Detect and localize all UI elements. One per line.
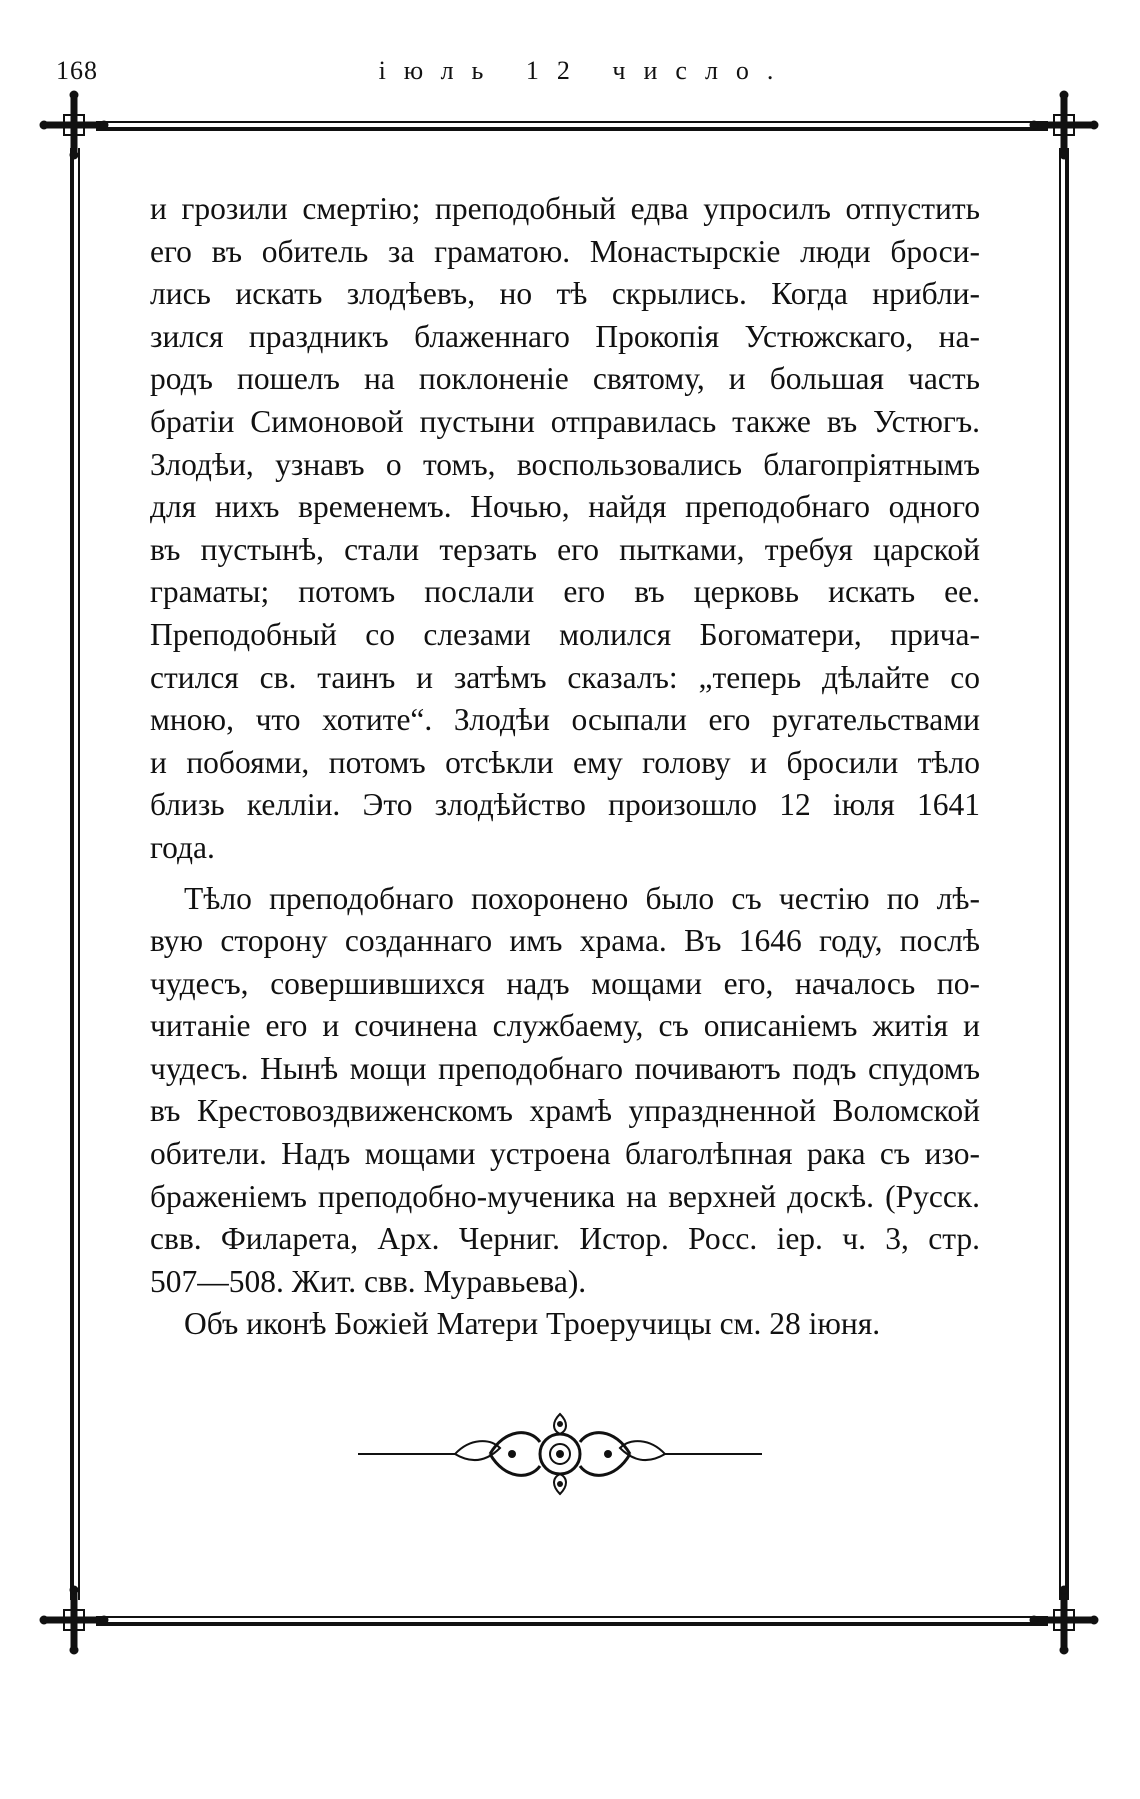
tailpiece-ornament [340, 1408, 780, 1500]
text-line: браженіемъ преподобно-мученика на верхней доскѣ. (Русск. [150, 1178, 980, 1214]
text-line: и грозили смертію; преподобный едва упросилъ отпустить [150, 191, 980, 226]
text-line: въ Крестовоздвиженскомъ храмѣ упраздненной Воломской [150, 1093, 980, 1129]
text-line: Злодѣи, узнавъ о томъ, воспользовались благопріятнымъ [150, 446, 980, 482]
text-line: читаніе его и сочинена службаему, съ описаніемъ житія и [150, 1008, 980, 1044]
text-line: Объ иконѣ Божіей Матери Троеручицы см. 28 іюня. [184, 1306, 881, 1342]
text-line: чудесъ. Нынѣ мощи преподобнаго почиваютъ подъ спудомъ [150, 1050, 980, 1086]
running-head: іюль 12 число. [378, 56, 792, 85]
paragraph-3 [150, 1303, 980, 1346]
text-line: родъ пошелъ на поклоненіе святому, и большая часть [150, 361, 980, 397]
text-line: его въ обитель за граматою. Монастырскіе люди броси- [150, 233, 980, 269]
text-line: обители. Надъ мощами устроена благолѣпная рака съ изо- [150, 1136, 980, 1172]
text-line: свв. Филарета, Арх. Черниг. Истор. Росс. іер. ч. 3, стр. [150, 1221, 980, 1257]
corner-ornament-top-left [40, 91, 108, 159]
text-line: 507—508. Жит. свв. Муравьева). [150, 1263, 587, 1299]
text-line: вую сторону созданнаго имъ храма. Въ 1646 году, послѣ [150, 923, 980, 959]
text-line: стился св. таинъ и затѣмъ сказалъ: „теперь дѣлайте со [150, 659, 980, 695]
corner-ornament-bottom-right [1030, 1586, 1098, 1654]
text-line: въ пустынѣ, стали терзать его пытками, требуя царской [150, 531, 980, 567]
text-line: и побоями, потомъ отсѣкли ему голову и бросили тѣло [150, 744, 980, 780]
text-line: братіи Симоновой пустыни отправилась также въ Устюгъ. [150, 403, 980, 439]
text-line: лись искать злодѣевъ, но тѣ скрылись. Когда нрибли- [150, 276, 980, 312]
page-number: 168 [56, 56, 98, 85]
text-line: чудесъ, совершившихся надъ мощами его, началось по- [150, 965, 980, 1001]
paragraph-2 [150, 878, 980, 1304]
text-line: близь келліи. Это злодѣйство произошло 12 іюля 1641 [150, 787, 980, 823]
text-line: Преподобный со слезами молился Богоматери, прича- [150, 616, 980, 652]
text-line: мною, что хотите“. Злодѣи осыпали его ругательствами [150, 702, 980, 738]
corner-ornament-top-right [1030, 91, 1098, 159]
paragraph-1 [150, 188, 980, 870]
corner-ornament-bottom-left [40, 1586, 108, 1654]
text-line: года. [150, 829, 215, 865]
text-line: граматы; потомъ послали его въ церковь искать ее. [150, 574, 980, 610]
text-line: для нихъ временемъ. Ночью, найдя преподобнаго одного [150, 489, 980, 525]
text-line: зился праздникъ блаженнаго Прокопія Устюжскаго, на- [150, 318, 980, 354]
text-line: Тѣло преподобнаго похоронено было съ честію по лѣ- [184, 880, 980, 916]
body-text [150, 188, 980, 1346]
